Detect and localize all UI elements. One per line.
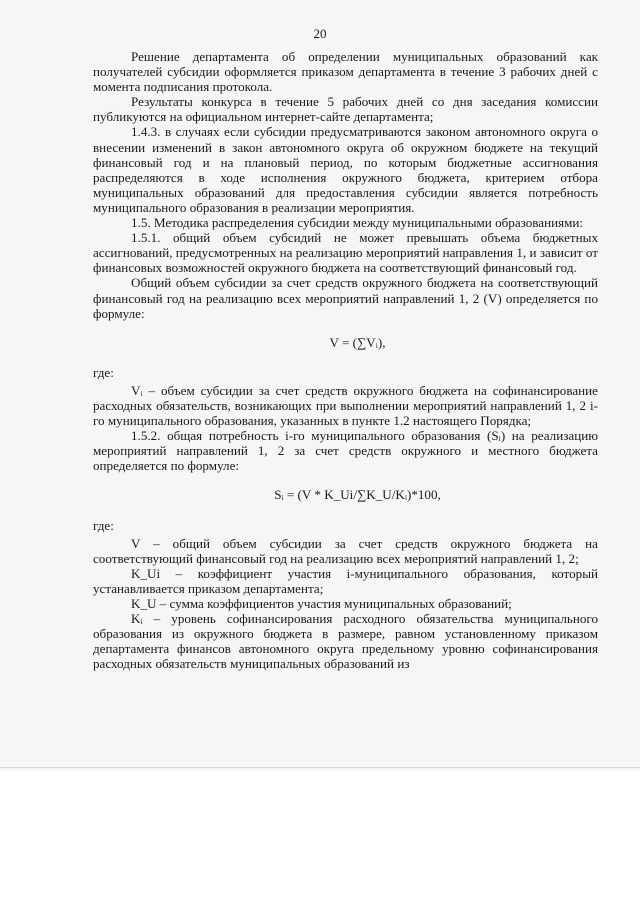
formula-need-si: Sᵢ = (V * K_Ui/∑K_U/Kᵢ)*100, [274,487,441,503]
paragraph-ki-definition: Kᵢ – уровень софинансирования расходного обязательства муниципального образования из окружного бюджета в размере, равном установленному приказом департамента финансов автономного округа предельному уровню софинансирования расходных обязательств муниципальных образований из [93,611,598,672]
paragraph-1-4-3: 1.4.3. в случаях если субсидии предусматриваются законом автономного округа о внесении изменений в закон автономного округа об окружном бюджете на текущий финансовый год и на плановый период, по которым бюджетные ассигнования распределяются в ходе исполнения окружного бюджета, критерием отбора муниципальных образований для предоставления субсидии является потребность муниципального образования в реализации мероприятия. [93,124,598,215]
paragraph-decision: Решение департамента об определении муниципальных образований как получателей субсидии оформляется приказом департамента в течение 3 рабочих дней с момента подписания протокола. [93,49,598,95]
page-number: 20 [313,26,327,41]
paragraph-results: Результаты конкурса в течение 5 рабочих дней со дня заседания комиссии публикуются на официальном интернет-сайте департамента; [93,94,598,125]
where-label-2: где: [93,517,114,533]
paragraph-1-5-2: 1.5.2. общая потребность i-го муниципального образования (Sᵢ) на реализацию мероприятий направлений 1, 2 за счет средств окружного и местного бюджета определяется по формуле: [93,428,598,474]
paragraph-kui-definition: K_Ui – коэффициент участия i-муниципального образования, который устанавливается приказом департамента; [93,565,598,596]
paragraph-ku-definition: K_U – сумма коэффициентов участия муниципальных образований; [131,596,512,611]
paragraph-v-definition: V – общий объем субсидии за счет средств окружного бюджета на соответствующий финансовый год на реализацию всех мероприятий направлений 1, 2; [93,535,598,566]
paragraph-total-volume: Общий объем субсидии за счет средств окружного бюджета на соответствующий финансовый год на реализацию всех мероприятий направлений 1, 2 (V) определяется по формуле: [93,275,598,321]
document-body [93,49,598,671]
paragraph-1-5: 1.5. Методика распределения субсидии между муниципальными образованиями: [131,215,584,231]
paragraph-1-5-1: 1.5.1. общий объем субсидий не может превышать объема бюджетных ассигнований, предусмотренных на реализацию мероприятий направления 1, и зависит от финансовых возможностей окружного бюджета на соответствующий финансовый год. [93,230,598,276]
paragraph-vi-definition: Vᵢ – объем субсидии за счет средств окружного бюджета на софинансирование расходных обязательств, возникающих при выполнении мероприятий направлений 1, 2 i-го муниципального образования, указанных в пункте 1.2 настоящего Порядка; [93,382,598,429]
where-label-1: где: [93,364,114,380]
formula-total-subsidy: V = (∑Vᵢ), [329,334,386,350]
